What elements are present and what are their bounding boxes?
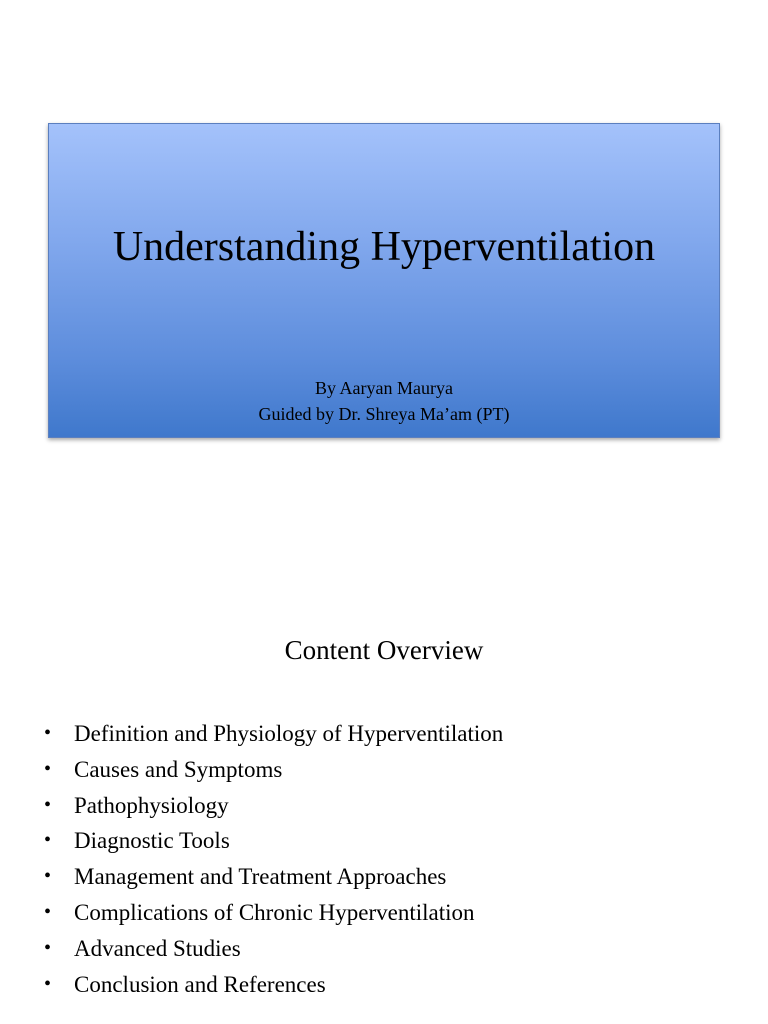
bullet-icon: • xyxy=(44,793,52,816)
author-line: By Aaryan Maurya xyxy=(315,378,453,398)
list-item xyxy=(44,931,503,967)
byline xyxy=(49,375,719,427)
list-item-text: Management and Treatment Approaches xyxy=(74,864,447,890)
bullet-icon: • xyxy=(44,936,52,959)
title-slide-box xyxy=(48,123,720,438)
list-item-text: Pathophysiology xyxy=(74,792,229,818)
bullet-icon: • xyxy=(44,900,52,923)
list-item xyxy=(44,895,503,931)
bullet-icon: • xyxy=(44,757,52,780)
bullet-icon: • xyxy=(44,865,52,888)
list-item-text: Advanced Studies xyxy=(74,935,241,961)
list-item xyxy=(44,967,503,1003)
list-item-text: Conclusion and References xyxy=(74,971,326,997)
list-item xyxy=(44,788,503,824)
bullet-icon: • xyxy=(44,972,52,995)
list-item-text: Definition and Physiology of Hyperventilation xyxy=(74,721,504,746)
bullet-icon: • xyxy=(44,722,52,744)
list-item-text: Causes and Symptoms xyxy=(74,756,283,782)
list-item-text: Complications of Chronic Hyperventilation xyxy=(74,899,475,925)
list-item xyxy=(44,752,503,788)
content-overview-list xyxy=(44,716,503,1002)
content-overview-title: Content Overview xyxy=(284,635,484,665)
list-item-text: Diagnostic Tools xyxy=(74,828,230,854)
presentation-title: Understanding Hyperventilation xyxy=(112,224,656,270)
list-item xyxy=(44,859,503,895)
list-item xyxy=(44,823,503,859)
list-item xyxy=(44,716,503,752)
bullet-icon: • xyxy=(44,829,52,852)
guide-line: Guided by Dr. Shreya Ma’am (PT) xyxy=(258,404,510,424)
